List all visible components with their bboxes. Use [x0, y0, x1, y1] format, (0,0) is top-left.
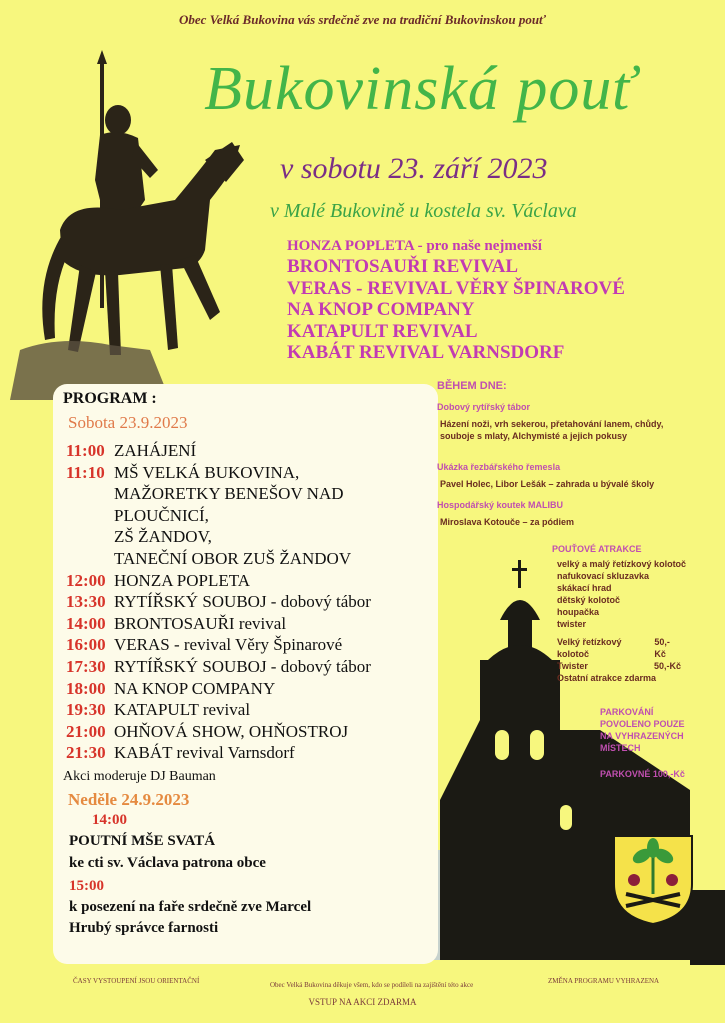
sunday-time: 14:00: [92, 812, 127, 828]
footer-change-note: ZMĚNA PROGRAMU VYHRAZENA: [548, 977, 660, 985]
attraction-item: twister: [557, 619, 587, 629]
schedule-row: [66, 634, 446, 656]
attraction-item: nafukovací skluzavka: [557, 571, 650, 581]
parking-price: PARKOVNÉ 100,-Kč: [600, 769, 685, 779]
farm-corner-text: Miroslava Kotouče – za pódiem: [440, 517, 575, 527]
sunday-text: ke cti sv. Václava patrona obce: [69, 855, 266, 871]
program-heading: PROGRAM :: [63, 390, 157, 407]
village-coat-of-arms: [612, 834, 694, 926]
schedule-activity: VERAS - revival Věry Špinarové: [114, 635, 343, 655]
free-admission-note: VSTUP NA AKCI ZDARMA: [308, 997, 417, 1007]
performer-item: HONZA POPLETA - pro naše nejmenší: [287, 238, 542, 254]
sunday-time: 15:00: [69, 878, 104, 894]
sunday-text: k posezení na faře srdečně zve Marcel: [69, 899, 312, 915]
schedule-time: 12:00: [66, 570, 106, 590]
knight-camp-heading: Dobový rytířský tábor: [437, 402, 531, 412]
schedule-time: 19:30: [66, 700, 106, 720]
sunday-text: Hrubý správce farnosti: [69, 920, 219, 936]
attraction-item: houpačka: [557, 607, 600, 617]
attraction-item: dětský kolotoč: [557, 595, 621, 605]
saturday-schedule: [66, 440, 446, 764]
price-value: 50,-Kč: [654, 637, 670, 659]
sunday-date: Neděle 24.9.2023: [68, 790, 190, 809]
performers-list: [287, 236, 625, 364]
schedule-activity: HONZA POPLETA: [114, 570, 251, 590]
knight-camp-text: Házení noži, vrh sekerou, přetahování lanem, chůdy, souboje s mlaty, Alchymisté a jejich pokusy: [440, 419, 664, 441]
invitation-text: Obec Velká Bukovina vás srdečně zve na tradiční Bukovinskou pouť: [179, 12, 546, 27]
event-date: v sobotu 23. září 2023: [280, 152, 548, 185]
event-title: Bukovinská pouť: [204, 55, 636, 123]
saturday-date: Sobota 23.9.2023: [68, 413, 188, 432]
schedule-row: [66, 721, 446, 743]
moderator-note: Akci moderuje DJ Bauman: [63, 769, 216, 784]
schedule-activity: BRONTOSAUŘI revival: [114, 613, 287, 633]
schedule-activity: NA KNOP COMPANY: [114, 678, 276, 698]
schedule-activity: MŠ VELKÁ BUKOVINA, MAŽORETKY BENEŠOV NAD PLOUČNICÍ, ZŠ ŽANDOV, TANEČNÍ OBOR ZUŠ ŽANDOV: [114, 462, 352, 568]
performer-item: BRONTOSAUŘI REVIVAL: [287, 256, 519, 277]
schedule-row: [66, 678, 446, 700]
schedule-row: [66, 440, 446, 462]
schedule-row: [66, 591, 446, 613]
schedule-time: 21:30: [66, 743, 106, 763]
attraction-item: skákací hrad: [557, 583, 612, 593]
schedule-row: [66, 742, 446, 764]
price-row: [557, 636, 681, 660]
schedule-time: 11:10: [66, 462, 105, 482]
parking-line: MÍSTECH: [600, 743, 641, 753]
schedule-row: [66, 613, 446, 635]
farm-corner-heading: Hospodářský koutek MALIBU: [437, 500, 564, 510]
schedule-activity: KATAPULT revival: [114, 700, 251, 720]
schedule-activity: KABÁT revival Varnsdorf: [114, 743, 295, 763]
parking-line: PARKOVÁNÍ: [600, 707, 654, 717]
schedule-activity: RYTÍŘSKÝ SOUBOJ - dobový tábor: [114, 592, 371, 612]
schedule-time: 16:00: [66, 635, 106, 655]
attractions-list: [557, 558, 686, 630]
carving-heading: Ukázka řezbářského řemesla: [437, 462, 561, 472]
schedule-activity: RYTÍŘSKÝ SOUBOJ - dobový tábor: [114, 656, 371, 676]
schedule-row: [66, 699, 446, 721]
price-value: 50,-Kč: [653, 661, 681, 671]
parking-line: NA VYHRAZENÝCH: [600, 731, 684, 741]
schedule-time: 21:00: [66, 721, 106, 741]
schedule-activity: OHŇOVÁ SHOW, OHŇOSTROJ: [114, 721, 349, 741]
schedule-row: [66, 656, 446, 678]
schedule-time: 18:00: [66, 678, 106, 698]
free-attractions-note: Ostatní atrakce zdarma: [557, 673, 657, 683]
attraction-prices: [557, 636, 681, 684]
performer-item: NA KNOP COMPANY: [287, 299, 475, 320]
performer-item: KATAPULT REVIVAL: [287, 320, 478, 342]
attractions-heading: POUŤOVÉ ATRAKCE: [552, 544, 642, 554]
schedule-time: 13:30: [66, 592, 106, 612]
carving-text: Pavel Holec, Libor Lešák – zahrada u bývalé školy: [440, 479, 655, 489]
price-label: Twister: [557, 661, 588, 671]
price-label: Velký řetízkový kolotoč: [557, 637, 622, 659]
schedule-activity: ZAHÁJENÍ: [114, 441, 197, 460]
schedule-time: 14:00: [66, 613, 106, 633]
schedule-time: 11:00: [66, 441, 105, 460]
during-day-heading: BĚHEM DNE:: [437, 380, 507, 392]
price-row: [557, 660, 681, 672]
sunday-text: POUTNÍ MŠE SVATÁ: [69, 833, 216, 849]
performer-item: VERAS - REVIVAL VĚRY ŠPINAROVÉ: [287, 277, 625, 299]
schedule-time: 17:30: [66, 656, 106, 676]
performer-item: KABÁT REVIVAL VARNSDORF: [287, 342, 565, 363]
schedule-row: [66, 570, 446, 592]
parking-info: [600, 706, 685, 754]
event-place: v Malé Bukovině u kostela sv. Václava: [270, 200, 577, 222]
footer-times-note: ČASY VYSTOUPENÍ JSOU ORIENTAČNÍ: [73, 977, 200, 985]
attraction-item: velký a malý řetízkový kolotoč: [557, 559, 687, 569]
parking-line: POVOLENO POUZE: [600, 719, 685, 729]
schedule-row: [66, 462, 446, 570]
footer-thanks: Obec Velká Bukovina děkuje všem, kdo se podíleli na zajištění této akce: [270, 981, 474, 989]
